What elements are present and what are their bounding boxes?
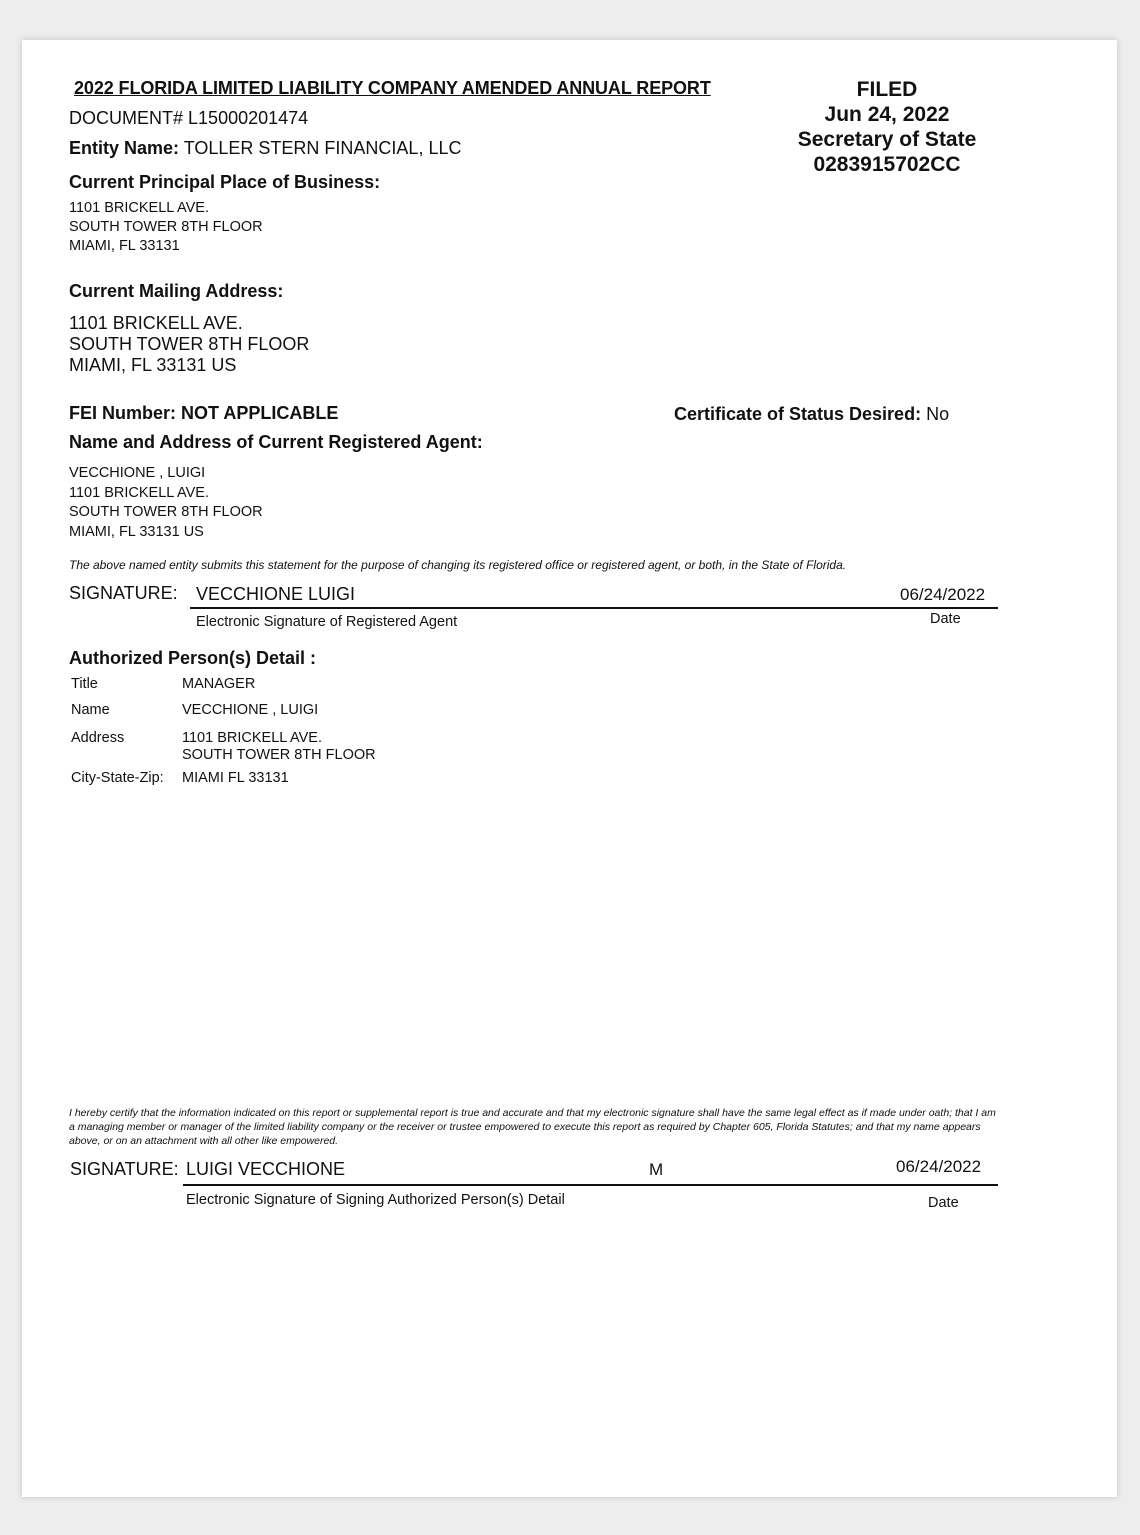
certificate-value: No <box>926 404 950 424</box>
principal-line-3: MIAMI, FL 33131 <box>69 238 180 254</box>
authorized-signature-caption: Electronic Signature of Signing Authorized Person(s) Detail <box>186 1192 565 1208</box>
registered-agent-heading: Name and Address of Current Registered Agent: <box>69 432 483 452</box>
registered-agent-address <box>69 464 263 542</box>
filed-number: 0283915702CC <box>813 153 961 176</box>
agent-line-2: 1101 BRICKELL AVE. <box>69 484 209 501</box>
agent-signature-date: 06/24/2022 <box>900 585 986 604</box>
filed-label: FILED <box>856 78 918 101</box>
address-line-2: SOUTH TOWER 8TH FLOOR <box>182 747 376 763</box>
name-value: VECCHIONE , LUIGI <box>182 702 319 718</box>
csz-value: MIAMI FL 33131 <box>182 770 289 786</box>
filed-office: Secretary of State <box>797 128 977 151</box>
principal-line-1: 1101 BRICKELL AVE. <box>69 200 209 216</box>
agent-signature-line <box>190 607 998 609</box>
authorized-persons-heading: Authorized Person(s) Detail : <box>69 648 317 668</box>
mailing-line-1: 1101 BRICKELL AVE. <box>69 313 243 333</box>
certificate-label: Certificate of Status Desired: <box>674 404 922 424</box>
filed-stamp <box>742 77 1032 177</box>
certification-statement: I hereby certify that the information indicated on this report or supplemental report is true and accurate and that my electronic signature shall have the same legal effect as if made under oath; that I am a managing member or manager of the limited liability company or the receiver or trustee empowered to execute this report as required by Chapter 605, Florida Statutes; and that my name appears above, or on an attachment with all other like empowered. <box>69 1107 996 1147</box>
csz-label: City-State-Zip: <box>71 770 164 786</box>
entity-name-line <box>69 138 461 159</box>
principal-line-2: SOUTH TOWER 8TH FLOOR <box>69 219 263 235</box>
document-number: L15000201474 <box>188 108 309 128</box>
agent-date-caption: Date <box>930 611 961 627</box>
mailing-line-3: MIAMI, FL 33131 US <box>69 355 237 375</box>
mailing-line-2: SOUTH TOWER 8TH FLOOR <box>69 334 310 354</box>
agent-line-4: MIAMI, FL 33131 US <box>69 523 204 540</box>
document-number-line <box>69 108 308 129</box>
entity-name-label: Entity Name: <box>69 138 180 158</box>
document-number-label: DOCUMENT# <box>69 108 184 128</box>
address-label: Address <box>71 730 125 746</box>
report-title: 2022 FLORIDA LIMITED LIABILITY COMPANY AMENDED ANNUAL REPORT <box>74 78 711 98</box>
authorized-signature-line <box>183 1184 998 1186</box>
entity-name: TOLLER STERN FINANCIAL, LLC <box>183 138 462 158</box>
principal-place-address <box>69 199 263 256</box>
address-value <box>182 730 376 764</box>
agent-line-1: VECCHIONE , LUIGI <box>69 465 206 481</box>
agent-line-3: SOUTH TOWER 8TH FLOOR <box>69 504 263 520</box>
agent-signature-name: VECCHIONE LUIGI <box>196 584 356 604</box>
title-value: MANAGER <box>182 676 256 692</box>
mailing-address-heading: Current Mailing Address: <box>69 281 284 301</box>
agent-signature-caption: Electronic Signature of Registered Agent <box>196 614 458 630</box>
authorized-date-caption: Date <box>928 1195 959 1211</box>
fei-value: NOT APPLICABLE <box>181 403 339 423</box>
agent-statement: The above named entity submits this statement for the purpose of changing its registered office or registered agent, or both, in the State of Florida. <box>69 558 847 572</box>
name-label: Name <box>71 702 110 718</box>
authorized-signature-date: 06/24/2022 <box>896 1157 982 1176</box>
authorized-signature-name: LUIGI VECCHIONE <box>186 1159 346 1179</box>
document-page <box>22 40 1117 1497</box>
authorized-signature-label: SIGNATURE: <box>70 1159 179 1179</box>
authorized-signature-title-code: M <box>649 1160 664 1179</box>
filed-date: Jun 24, 2022 <box>824 103 950 126</box>
fei-line <box>69 403 338 424</box>
address-line-1: 1101 BRICKELL AVE. <box>182 730 322 746</box>
mailing-address <box>69 313 309 376</box>
principal-place-heading: Current Principal Place of Business: <box>69 172 381 192</box>
title-label: Title <box>71 676 98 692</box>
fei-label: FEI Number: <box>69 403 177 423</box>
certificate-line <box>674 404 949 425</box>
agent-signature-label: SIGNATURE: <box>69 583 178 603</box>
